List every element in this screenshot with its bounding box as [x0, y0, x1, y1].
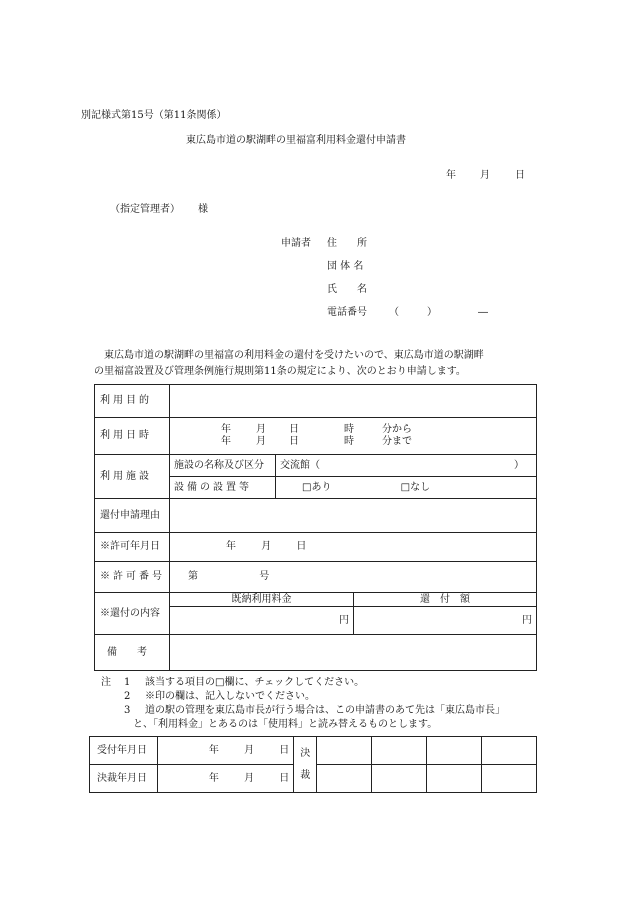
kessai-label	[294, 737, 317, 793]
received-month: 月	[244, 744, 255, 756]
reason-label: 還付申請理由	[95, 499, 170, 533]
phone-paren-close: ）	[427, 307, 437, 318]
note-1-number: 1	[124, 677, 131, 688]
reason-field[interactable]	[170, 499, 537, 533]
seal-box-1[interactable]	[317, 765, 371, 793]
seal-box-4-top[interactable]	[481, 737, 536, 765]
applicant-label: 申請者	[281, 238, 311, 249]
note-2: ※印の欄は、記入しないでください。	[145, 691, 315, 702]
remarks-label: 備 考	[95, 635, 170, 671]
dt-from-month: 月	[256, 424, 266, 435]
phone-dash: ―	[478, 307, 488, 318]
application-table	[94, 384, 537, 671]
note-1: 該当する項目の□欄に、チェックしてください。	[145, 677, 365, 688]
dt-from-day: 日	[289, 424, 299, 435]
dt-to-suffix: 分まで	[382, 436, 412, 447]
facility-name-field[interactable]	[276, 455, 537, 477]
date-year: 年	[446, 170, 456, 181]
dt-to-day: 日	[289, 436, 299, 447]
applicant-phone-label: 電話番号	[327, 307, 367, 318]
dt-to-month: 月	[256, 436, 266, 447]
received-year: 年	[208, 744, 219, 756]
approval-table	[89, 736, 537, 793]
remarks-field[interactable]	[170, 635, 537, 671]
addressee-honorific: 様	[198, 204, 208, 215]
facility-name-suffix: ）	[514, 459, 524, 471]
applicant-group-label: 団 体 名	[327, 261, 364, 272]
seal-box-1-top[interactable]	[317, 737, 371, 765]
facility-name-label: 施設の名称及び区分	[170, 455, 276, 477]
received-day: 日	[279, 744, 290, 756]
datetime-field[interactable]	[170, 418, 537, 455]
seal-box-3[interactable]	[427, 765, 481, 793]
date-day: 日	[515, 170, 525, 181]
page-title: 東広島市道の駅湖畔の里福富利用料金還付申請書	[186, 135, 406, 146]
permit-no-suffix: 号	[259, 571, 270, 582]
equipment-yes-checkbox[interactable]: □あり	[302, 481, 332, 493]
dt-from-suffix: 分から	[382, 424, 412, 435]
dt-from-year: 年	[221, 424, 231, 435]
refund-label: ※還付の内容	[95, 593, 170, 635]
facility-label: 利用施設	[95, 455, 170, 499]
received-date-label: 受付年月日	[90, 737, 158, 765]
purpose-label: 利用目的	[95, 385, 170, 418]
paid-fee-yen: 円	[339, 614, 349, 626]
equipment-no-checkbox[interactable]: □なし	[400, 481, 431, 493]
date-month: 月	[480, 170, 490, 181]
note-3-line-1: 道の駅の管理を東広島市長が行う場合は、この申請書のあて先は「東広島市長」	[145, 705, 505, 716]
decision-day: 日	[279, 772, 290, 784]
kessai-char-2: 裁	[300, 769, 311, 781]
seal-box-4[interactable]	[481, 765, 536, 793]
equipment-field	[276, 477, 537, 499]
purpose-field[interactable]	[170, 385, 537, 418]
facility-name-prefix: 交流館（	[280, 459, 320, 471]
permit-date-label: ※許可年月日	[95, 533, 170, 562]
permit-no-prefix: 第	[188, 571, 198, 582]
dt-from-hour: 時	[344, 424, 354, 435]
seal-box-3-top[interactable]	[427, 737, 481, 765]
permit-number-label: ※許可番号	[95, 562, 170, 593]
note-3-number: 3	[124, 705, 131, 716]
dt-to-year: 年	[221, 436, 231, 447]
applicant-name-label: 氏 名	[327, 284, 367, 295]
phone-paren-open: （	[389, 307, 399, 318]
kessai-char-1: 決	[300, 747, 311, 759]
equipment-label: 設備の設置等	[170, 477, 276, 499]
permit-year: 年	[226, 541, 236, 552]
intro-line-1: 東広島市道の駅湖畔の里福富の利用料金の還付を受けたいので、東広島市道の駅湖畔	[104, 350, 484, 361]
decision-date-field	[157, 765, 293, 793]
received-date-field	[157, 737, 293, 765]
permit-day: 日	[296, 541, 307, 552]
permit-number-field	[170, 562, 537, 593]
dt-to-hour: 時	[344, 436, 354, 447]
permit-month: 月	[261, 541, 272, 552]
seal-box-2[interactable]	[371, 765, 426, 793]
decision-year: 年	[208, 772, 219, 784]
seal-box-2-top[interactable]	[371, 737, 426, 765]
refund-amount-yen: 円	[522, 614, 532, 626]
paid-fee-header: 既納利用料金	[170, 593, 354, 607]
decision-month: 月	[244, 772, 255, 784]
addressee-manager: （指定管理者）	[110, 204, 180, 215]
note-3-line-2: と、「利用料金」とあるのは「使用料」と読み替えるものとします。	[133, 719, 438, 730]
form-number: 別記様式第15号（第11条関係）	[81, 110, 227, 121]
notes-head: 注	[101, 677, 111, 688]
decision-date-label: 決裁年月日	[90, 765, 158, 793]
refund-amount-header: 還 付 額	[354, 593, 537, 607]
refund-amount-field[interactable]	[354, 607, 537, 635]
applicant-address-label: 住 所	[327, 238, 367, 249]
paid-fee-field[interactable]	[170, 607, 354, 635]
datetime-label: 利用日時	[95, 418, 170, 455]
intro-line-2: の里福富設置及び管理条例施行規則第11条の規定により、次のとおり申請します。	[94, 366, 466, 377]
note-2-number: 2	[124, 691, 131, 702]
permit-date-field	[170, 533, 537, 562]
